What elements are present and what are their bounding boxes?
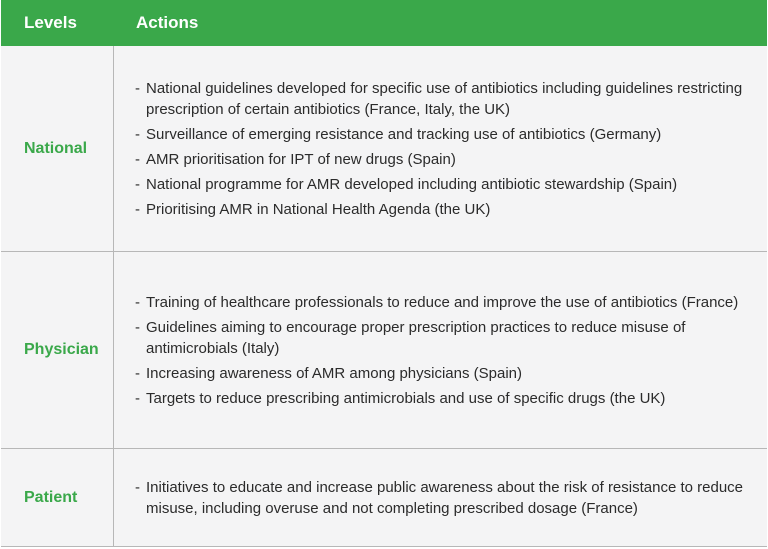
- actions-patient: [114, 449, 767, 546]
- actions-table: [1, 0, 767, 547]
- action-item: [135, 292, 747, 313]
- level-physician: Physician: [1, 252, 114, 448]
- header-actions: Actions: [136, 13, 199, 32]
- actions-physician: [114, 252, 767, 448]
- action-item: [135, 199, 747, 220]
- action-item: [135, 124, 747, 145]
- actions-national: [114, 46, 767, 251]
- dash-marker: -: [135, 389, 140, 407]
- action-text: Initiatives to educate and increase public awareness about the risk of resistance to reduce misuse, including overuse and not completing prescribed dosage (France): [146, 478, 744, 517]
- dash-marker: -: [135, 150, 140, 168]
- action-item: [135, 149, 747, 170]
- action-text: Increasing awareness of AMR among physicians (Spain): [146, 364, 523, 382]
- action-text: Surveillance of emerging resistance and tracking use of antibiotics (Germany): [146, 125, 662, 143]
- action-item: [135, 363, 747, 384]
- action-item: [135, 78, 747, 120]
- level-national: National: [1, 46, 114, 251]
- action-text: AMR prioritisation for IPT of new drugs (Spain): [146, 150, 456, 168]
- action-item: [135, 317, 747, 359]
- dash-marker: -: [135, 125, 140, 143]
- dash-marker: -: [135, 318, 140, 336]
- action-text: National programme for AMR developed including antibiotic stewardship (Spain): [146, 175, 678, 193]
- action-text: Guidelines aiming to encourage proper prescription practices to reduce misuse of antimicrobials (Italy): [146, 318, 686, 357]
- dash-marker: -: [135, 200, 140, 218]
- dash-marker: -: [135, 364, 140, 382]
- action-text: National guidelines developed for specific use of antibiotics including guidelines restricting prescription of certain antibiotics (France, Italy, the UK): [146, 79, 743, 118]
- dash-marker: -: [135, 79, 140, 97]
- action-text: Training of healthcare professionals to reduce and improve the use of antibiotics (France): [146, 293, 739, 311]
- action-item: [135, 388, 747, 409]
- table-row-national: [1, 46, 767, 251]
- dash-marker: -: [135, 175, 140, 193]
- header-levels: Levels: [24, 13, 77, 32]
- level-patient: Patient: [1, 449, 114, 546]
- table-header: [1, 0, 767, 46]
- dash-marker: -: [135, 478, 140, 496]
- action-text: Prioritising AMR in National Health Agenda (the UK): [146, 200, 491, 218]
- action-item: [135, 174, 747, 195]
- table-row-patient: [1, 448, 767, 546]
- action-item: [135, 477, 747, 519]
- action-text: Targets to reduce prescribing antimicrobials and use of specific drugs (the UK): [146, 389, 666, 407]
- table-row-physician: [1, 251, 767, 448]
- dash-marker: -: [135, 293, 140, 311]
